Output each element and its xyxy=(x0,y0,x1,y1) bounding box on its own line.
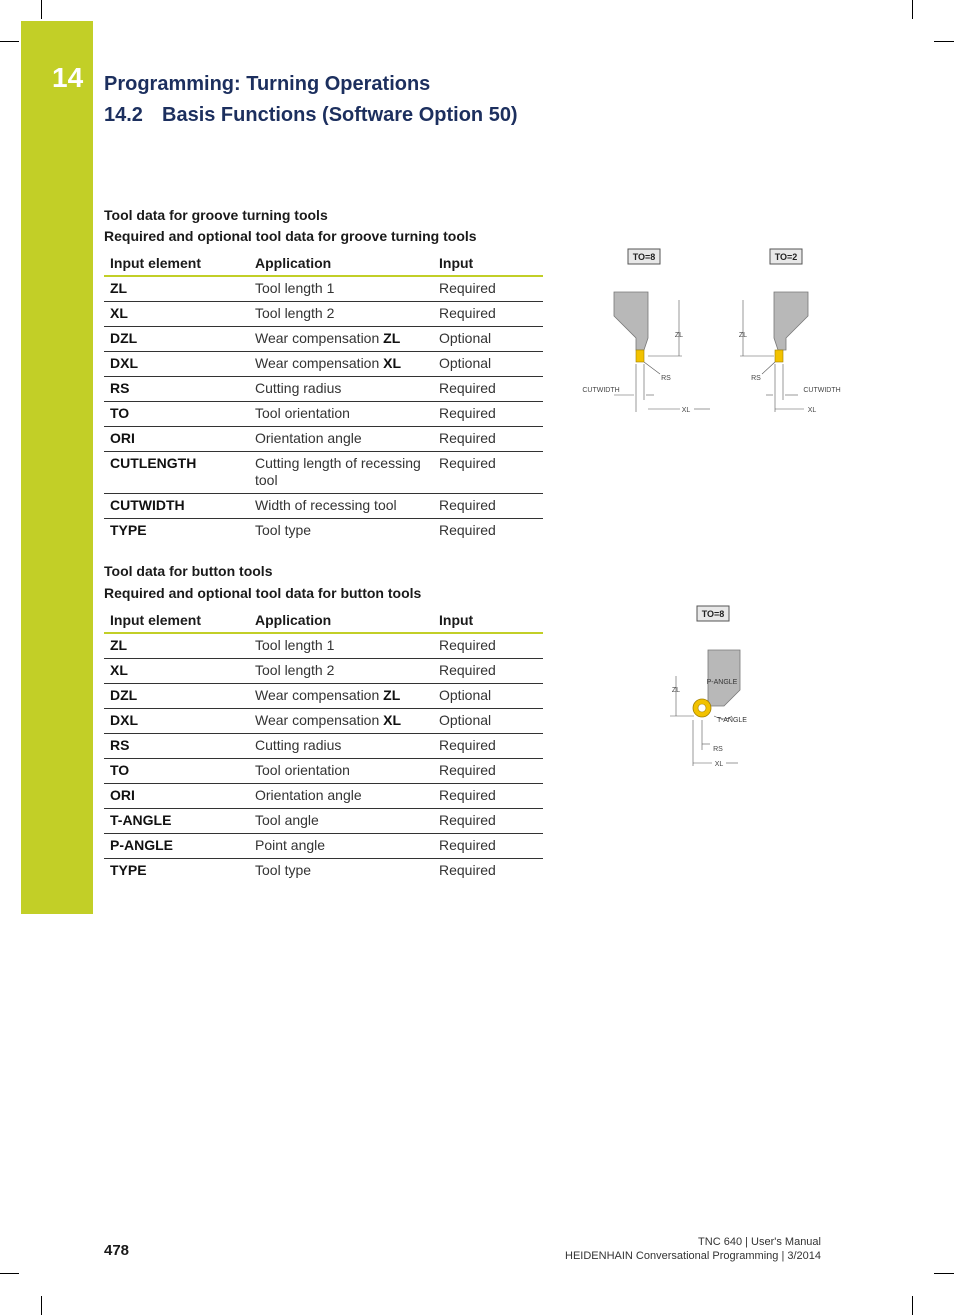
application-cell xyxy=(249,519,433,544)
column-header: Input element xyxy=(104,250,249,276)
groove-tool-table xyxy=(104,250,543,543)
table-row xyxy=(104,709,543,734)
application-cell xyxy=(249,784,433,809)
table-row xyxy=(104,734,543,759)
input-element-cell: P-ANGLE xyxy=(104,834,249,859)
application-text: Tool length 2 xyxy=(255,662,335,678)
table-row xyxy=(104,684,543,709)
column-header: Input xyxy=(433,607,543,633)
input-cell: Required xyxy=(433,734,543,759)
application-emphasis: XL xyxy=(383,355,402,371)
table-row xyxy=(104,352,543,377)
application-cell xyxy=(249,302,433,327)
application-cell xyxy=(249,633,433,659)
application-cell xyxy=(249,352,433,377)
rs-label: RS xyxy=(713,746,723,753)
crop-mark xyxy=(912,1296,913,1315)
xl-label: XL xyxy=(807,407,817,414)
application-cell xyxy=(249,377,433,402)
application-emphasis: XL xyxy=(383,712,402,728)
round-insert-hole-shape xyxy=(698,704,706,712)
application-text: Tool length 2 xyxy=(255,305,335,321)
application-text: Wear compensation xyxy=(255,712,384,728)
chapter-number: 14 xyxy=(52,62,84,93)
application-cell xyxy=(249,759,433,784)
rs-label: RS xyxy=(751,375,761,382)
table-row xyxy=(104,302,543,327)
rs-label: RS xyxy=(661,375,671,382)
crop-mark xyxy=(912,0,913,19)
table-row xyxy=(104,859,543,884)
application-text: Cutting radius xyxy=(255,737,342,753)
input-element-cell: ZL xyxy=(104,276,249,302)
application-emphasis: ZL xyxy=(383,330,401,346)
application-cell xyxy=(249,809,433,834)
crop-mark xyxy=(0,41,19,42)
input-element-cell: DZL xyxy=(104,684,249,709)
input-cell: Required xyxy=(433,402,543,427)
groove-heading: Tool data for groove turning tools xyxy=(104,207,328,223)
table-row xyxy=(104,327,543,352)
table-row xyxy=(104,427,543,452)
application-cell xyxy=(249,402,433,427)
application-text: Cutting radius xyxy=(255,380,342,396)
p-angle-label: P-ANGLE xyxy=(706,679,738,686)
xl-label: XL xyxy=(681,407,691,414)
application-text: Wear compensation xyxy=(255,355,384,371)
input-element-cell: DZL xyxy=(104,327,249,352)
cutwidth-label: CUTWIDTH xyxy=(582,387,620,394)
application-cell xyxy=(249,734,433,759)
application-cell xyxy=(249,709,433,734)
tool-body-shape xyxy=(614,292,648,350)
crop-mark xyxy=(934,41,954,42)
input-cell: Required xyxy=(433,809,543,834)
input-cell: Required xyxy=(433,784,543,809)
crop-mark xyxy=(41,1296,42,1315)
footer-info xyxy=(565,1235,821,1263)
table-row xyxy=(104,633,543,659)
application-cell xyxy=(249,659,433,684)
input-element-cell: T-ANGLE xyxy=(104,809,249,834)
button-subheading: Required and optional tool data for button tools xyxy=(104,585,422,601)
input-cell: Required xyxy=(433,302,543,327)
to-label: TO=8 xyxy=(632,252,656,262)
groove-subheading: Required and optional tool data for groove turning tools xyxy=(104,228,477,244)
input-cell: Required xyxy=(433,759,543,784)
input-cell: Required xyxy=(439,862,496,878)
application-cell xyxy=(249,859,433,884)
table-row xyxy=(104,276,543,302)
table-row xyxy=(104,494,543,519)
footer-line: TNC 640 | User's Manual xyxy=(698,1236,821,1248)
table-header-row xyxy=(104,607,543,633)
application-text: Tool orientation xyxy=(255,762,350,778)
application-text: Tool angle xyxy=(255,812,319,828)
chapter-sidebar xyxy=(21,21,93,914)
chapter-title: Programming: Turning Operations xyxy=(104,73,431,95)
table-row xyxy=(104,402,543,427)
application-emphasis: ZL xyxy=(383,687,401,703)
input-element-cell: DXL xyxy=(104,709,249,734)
input-element-cell: ORI xyxy=(104,427,249,452)
input-cell: Optional xyxy=(433,709,543,734)
column-header: Application xyxy=(249,607,433,633)
input-element-cell: RS xyxy=(104,377,249,402)
crop-mark xyxy=(41,0,42,19)
groove-tool-figure xyxy=(570,240,850,420)
tool-body-shape xyxy=(708,650,740,706)
input-cell: Required xyxy=(433,276,543,302)
xl-label: XL xyxy=(714,761,724,768)
application-text: Tool orientation xyxy=(255,405,350,421)
t-angle-label: T-ANGLE xyxy=(717,717,747,724)
dimension-line xyxy=(644,362,660,374)
application-cell xyxy=(249,684,433,709)
column-header: Application xyxy=(249,250,433,276)
to-label: TO=8 xyxy=(701,609,725,619)
input-cell: Required xyxy=(439,522,496,538)
section-name: Basis Functions (Software Option 50) xyxy=(162,104,518,126)
application-text: Orientation angle xyxy=(255,787,362,803)
application-text: Wear compensation xyxy=(255,687,384,703)
table-row xyxy=(104,759,543,784)
input-cell: Optional xyxy=(433,327,543,352)
input-cell: Required xyxy=(433,377,543,402)
to-label: TO=2 xyxy=(774,252,798,262)
insert-shape xyxy=(636,350,644,362)
application-cell xyxy=(249,494,433,519)
input-element-cell: CUTWIDTH xyxy=(104,494,249,519)
section-title xyxy=(104,104,518,127)
zl-label: ZL xyxy=(738,332,748,339)
application-text: Point angle xyxy=(255,837,326,853)
application-text: Wear compensation xyxy=(255,330,384,346)
application-text: Tool type xyxy=(255,862,312,878)
insert-shape xyxy=(775,350,783,362)
input-cell: Required xyxy=(433,494,543,519)
table-row xyxy=(104,834,543,859)
input-cell: Optional xyxy=(433,352,543,377)
table-header-row xyxy=(104,250,543,276)
input-element-cell: TYPE xyxy=(110,522,147,538)
input-element-cell: TO xyxy=(104,759,249,784)
application-cell xyxy=(249,276,433,302)
table-row xyxy=(104,784,543,809)
application-text: Orientation angle xyxy=(255,430,362,446)
column-header: Input element xyxy=(104,607,249,633)
input-cell: Optional xyxy=(433,684,543,709)
input-cell: Required xyxy=(433,633,543,659)
tool-body-shape xyxy=(774,292,808,350)
crop-mark xyxy=(934,1273,954,1274)
input-element-cell: CUTLENGTH xyxy=(104,452,249,494)
table-row xyxy=(104,519,543,544)
table-row xyxy=(104,452,543,494)
application-cell xyxy=(249,834,433,859)
cutwidth-label: CUTWIDTH xyxy=(803,387,841,394)
input-element-cell: ZL xyxy=(104,633,249,659)
dimension-line xyxy=(762,362,775,374)
page-number: 478 xyxy=(104,1242,130,1259)
crop-mark xyxy=(0,1273,19,1274)
input-element-cell: XL xyxy=(104,302,249,327)
input-cell: Required xyxy=(433,659,543,684)
application-text: Width of recessing tool xyxy=(255,497,397,513)
table-row xyxy=(104,659,543,684)
application-cell xyxy=(249,327,433,352)
application-cell xyxy=(249,452,433,494)
application-text: Tool type xyxy=(255,522,312,538)
input-element-cell: TYPE xyxy=(110,862,147,878)
input-element-cell: ORI xyxy=(104,784,249,809)
table-row xyxy=(104,809,543,834)
application-text: Tool length 1 xyxy=(255,280,335,296)
table-row xyxy=(104,377,543,402)
section-number: 14.2 xyxy=(104,104,143,126)
input-cell: Required xyxy=(433,452,543,494)
application-cell xyxy=(249,427,433,452)
footer-line: HEIDENHAIN Conversational Programming | 3/2014 xyxy=(565,1250,821,1262)
input-element-cell: DXL xyxy=(104,352,249,377)
zl-label: ZL xyxy=(671,687,681,694)
input-element-cell: RS xyxy=(104,734,249,759)
application-text: Tool length 1 xyxy=(255,637,335,653)
input-element-cell: TO xyxy=(104,402,249,427)
input-cell: Required xyxy=(433,834,543,859)
zl-label: ZL xyxy=(674,332,684,339)
input-element-cell: XL xyxy=(104,659,249,684)
column-header: Input xyxy=(433,250,543,276)
button-tool-figure xyxy=(660,598,770,773)
button-tool-table xyxy=(104,607,543,883)
application-text: Cutting length of recessing tool xyxy=(255,455,425,488)
input-cell: Required xyxy=(433,427,543,452)
button-heading: Tool data for button tools xyxy=(104,563,273,579)
